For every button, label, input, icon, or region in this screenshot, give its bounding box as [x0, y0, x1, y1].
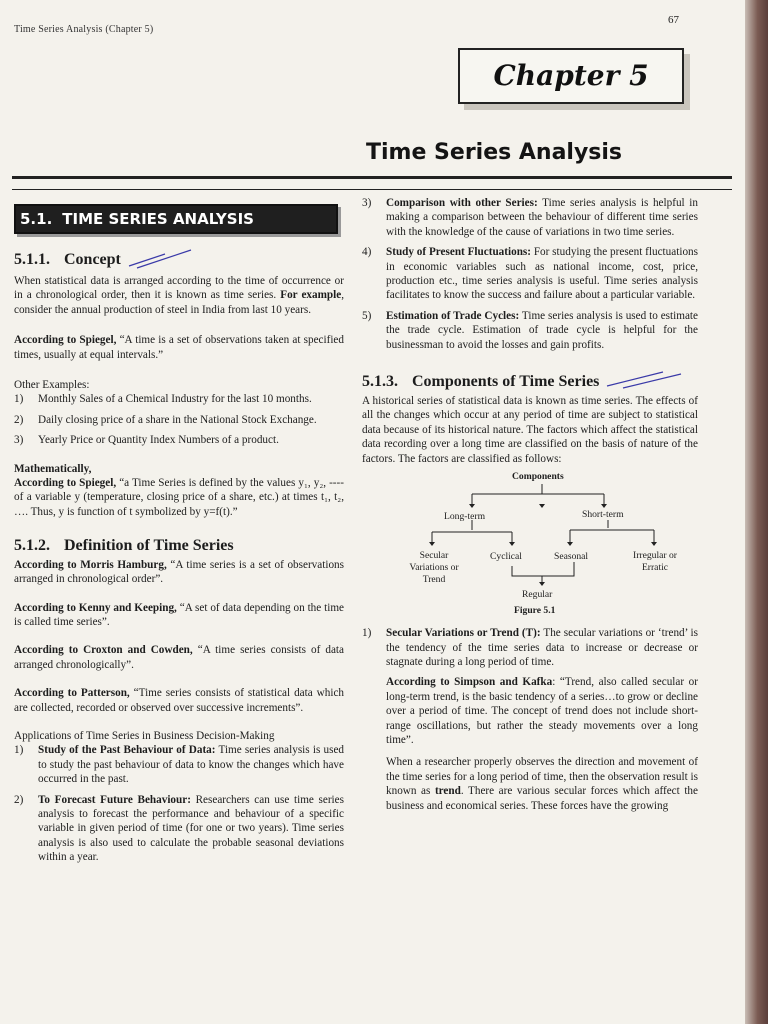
section-number: 5.1. — [20, 209, 53, 228]
simpson-text: : “Trend, also called secular or long-term trend, is the basic tendency of a series…to grow or decline over a period of time. The concept of trend does not include short-range oscillations, but rather the steady movements over a long time”. — [386, 676, 698, 746]
components-title: Components of Time Series — [412, 373, 600, 391]
concept-text-post: , consider the annual production of steel in India from last 10 years. — [14, 289, 345, 316]
concept-example-bold: For example — [280, 289, 342, 302]
diagram-regular: Regular — [522, 589, 553, 601]
concept-number: 5.1.1. — [14, 251, 50, 268]
spiegel-text: “A time is a set of observations taken at specified times, usually at equal intervals.” — [14, 334, 344, 361]
pen-tick-mark — [125, 248, 195, 270]
section-title: TIME SERIES ANALYSIS — [62, 209, 254, 228]
example-item — [14, 433, 344, 447]
application-item-right-bold: Estimation of Trade Cycles: — [386, 309, 520, 322]
secular-item-number: 1) — [362, 627, 372, 640]
applications-list-right — [362, 196, 698, 352]
example-number: 2) — [14, 413, 24, 426]
trend-bold: trend — [434, 785, 461, 798]
title-rule — [12, 176, 732, 190]
chapter-label: Chapter 5 — [493, 59, 649, 92]
right-column — [362, 196, 698, 821]
application-item — [14, 793, 344, 865]
definition-heading — [14, 539, 344, 553]
example-text: Yearly Price or Quantity Index Numbers of a product. — [38, 434, 279, 447]
components-diagram — [362, 470, 698, 620]
trend-paragraph — [362, 755, 698, 813]
application-item-text: Time series analysis is used to study the past behaviour of data to know the changes which have occurred in the past. — [38, 744, 344, 786]
components-number: 5.1.3. — [362, 373, 398, 391]
definition-text: “A time series consists of data arranged chronologically”. — [14, 644, 345, 671]
example-text: Monthly Sales of a Chemical Industry for the last 10 months. — [38, 393, 312, 406]
diagram-root: Components — [512, 471, 564, 483]
definition-item — [14, 558, 344, 587]
definition-item — [14, 643, 344, 672]
chapter-title: Time Series Analysis — [366, 140, 623, 165]
definition-item — [14, 686, 344, 715]
application-item-right-text: Time series analysis is used to estimate the trade cycle. Estimation of trade cycle is helpful for the businessman to avoid the losses and gain profits. — [386, 309, 698, 351]
secular-item-bold: Secular Variations or Trend (T): — [386, 627, 541, 640]
components-heading — [362, 370, 698, 390]
definition-text: “A time series is a set of observations arranged in chronological order”. — [14, 558, 344, 586]
definition-item — [14, 601, 344, 630]
definition-author: According to Morris Hamburg, — [14, 558, 167, 571]
other-examples-heading: Other Examples: — [14, 379, 90, 392]
diagram-secular: Secular Variations or Trend — [409, 550, 459, 586]
application-item-right-bold: Study of Present Fluctuations: — [386, 246, 531, 259]
application-item-right-number: 3) — [362, 197, 372, 209]
diagram-short-term: Short-term — [582, 509, 624, 521]
trend-text-post: . There are various secular forces which affect the business and economical series. These forces have the growing — [386, 785, 698, 812]
example-item — [14, 413, 344, 427]
simpson-paragraph — [362, 675, 698, 747]
components-intro: A historical series of statistical data is known as time series. The effects of all the changes which occur at any period of time are subject to statistical data because of its historical nature. The factors which affect the statistical data recording over a long time are classified on the basis of nature of the factors. The factors are classified as follows: — [362, 395, 698, 465]
application-item-right — [362, 309, 698, 352]
trend-text-pre: When a researcher properly observes the direction and movement of the time series for a long period of time, then the observation result is known as — [386, 756, 698, 798]
secular-item-text: The secular variations or ‘trend’ is the tendency of the time series data to increase or decrease or stagnate during a long period of time. — [386, 627, 698, 668]
figure-caption: Figure 5.1 — [514, 605, 556, 617]
example-number: 3) — [14, 434, 24, 447]
application-item-bold: Study of the Past Behaviour of Data: — [38, 744, 216, 757]
math-heading — [14, 462, 344, 476]
definition-text: “Time series consists of statistical data which are collected, recorded or observed over successive increments”. — [14, 687, 344, 714]
pen-tick-mark-2 — [603, 370, 683, 390]
definition-title: Definition of Time Series — [64, 537, 234, 555]
application-item-right-number: 4) — [362, 246, 372, 259]
application-item-number: 2) — [14, 793, 24, 806]
applications-heading: Applications of Time Series in Business Decision-Making — [14, 729, 275, 742]
examples-list — [14, 392, 344, 447]
definitions-list — [14, 558, 344, 715]
concept-title: Concept — [64, 251, 121, 268]
application-item-right-number: 5) — [362, 309, 372, 322]
concept-paragraph — [14, 274, 344, 317]
left-column — [14, 200, 344, 871]
page-edge — [742, 0, 768, 1024]
running-head: Time Series Analysis (Chapter 5) — [14, 24, 154, 35]
application-item-text: Researchers can use time series analysis to forecast the performance and behaviour of a specific variable in given period of time (for one or two years). Time series analysis is also used to calculate the probable seasonal deviations within a year. — [38, 793, 344, 864]
application-item-right — [362, 245, 698, 303]
example-text: Daily closing price of a share in the National Stock Exchange. — [38, 413, 317, 426]
example-number: 1) — [14, 393, 24, 406]
concept-text: When statistical data is arranged according to the time of occurrence or in a chronological order, then it is known as time series. — [14, 275, 344, 302]
diagram-long-term: Long-term — [444, 511, 486, 523]
math-paragraph — [14, 476, 344, 519]
section-banner — [14, 204, 338, 234]
example-item — [14, 392, 344, 406]
simpson-bold: According to Simpson and Kafka — [386, 676, 553, 689]
definition-author: According to Croxton and Cowden, — [14, 644, 193, 657]
definition-text: “A set of data depending on the time is called time series”. — [14, 601, 344, 628]
concept-heading — [14, 248, 344, 270]
diagram-seasonal: Seasonal — [554, 551, 589, 563]
application-item-number: 1) — [14, 744, 24, 757]
page-number: 67 — [668, 14, 679, 26]
math-text: “a Time Series is defined by the values y₁, y₂, ---- of a variable y (temperature, closing price of a share, etc.) at times t₁, t₂, …. Thus, y is function of t symbolized by y=f(t).” — [14, 477, 344, 518]
math-spiegel-bold: According to Spiegel, — [14, 477, 117, 490]
diagram-cyclical: Cyclical — [490, 551, 522, 563]
application-item-right — [362, 196, 698, 239]
spiegel-bold: According to Spiegel, — [14, 334, 117, 347]
applications-list-left — [14, 743, 344, 864]
chapter-label-box — [458, 48, 684, 104]
definition-author: According to Kenny and Keeping, — [14, 601, 177, 614]
application-item-right-text: For studying the present fluctuations in economic variables such as national income, cost, price, production etc., time series analysis is useful. Time series analysis facilitates to know the success and failure about a particular variable. — [386, 246, 698, 302]
application-item — [14, 743, 344, 786]
math-bold: Mathematically, — [14, 462, 92, 475]
application-item-bold: To Forecast Future Behaviour: — [38, 793, 191, 806]
secular-item — [362, 626, 698, 669]
definition-number: 5.1.2. — [14, 537, 50, 555]
application-item-right-text: Time series analysis is helpful in making a comparison between the behaviour of different time series with the knowledge of the cause of variations in two time series. — [386, 197, 698, 238]
diagram-irregular: Irregular or Erratic — [633, 550, 677, 574]
application-item-right-bold: Comparison with other Series: — [386, 197, 538, 209]
spiegel-paragraph — [14, 333, 344, 362]
definition-author: According to Patterson, — [14, 687, 130, 700]
